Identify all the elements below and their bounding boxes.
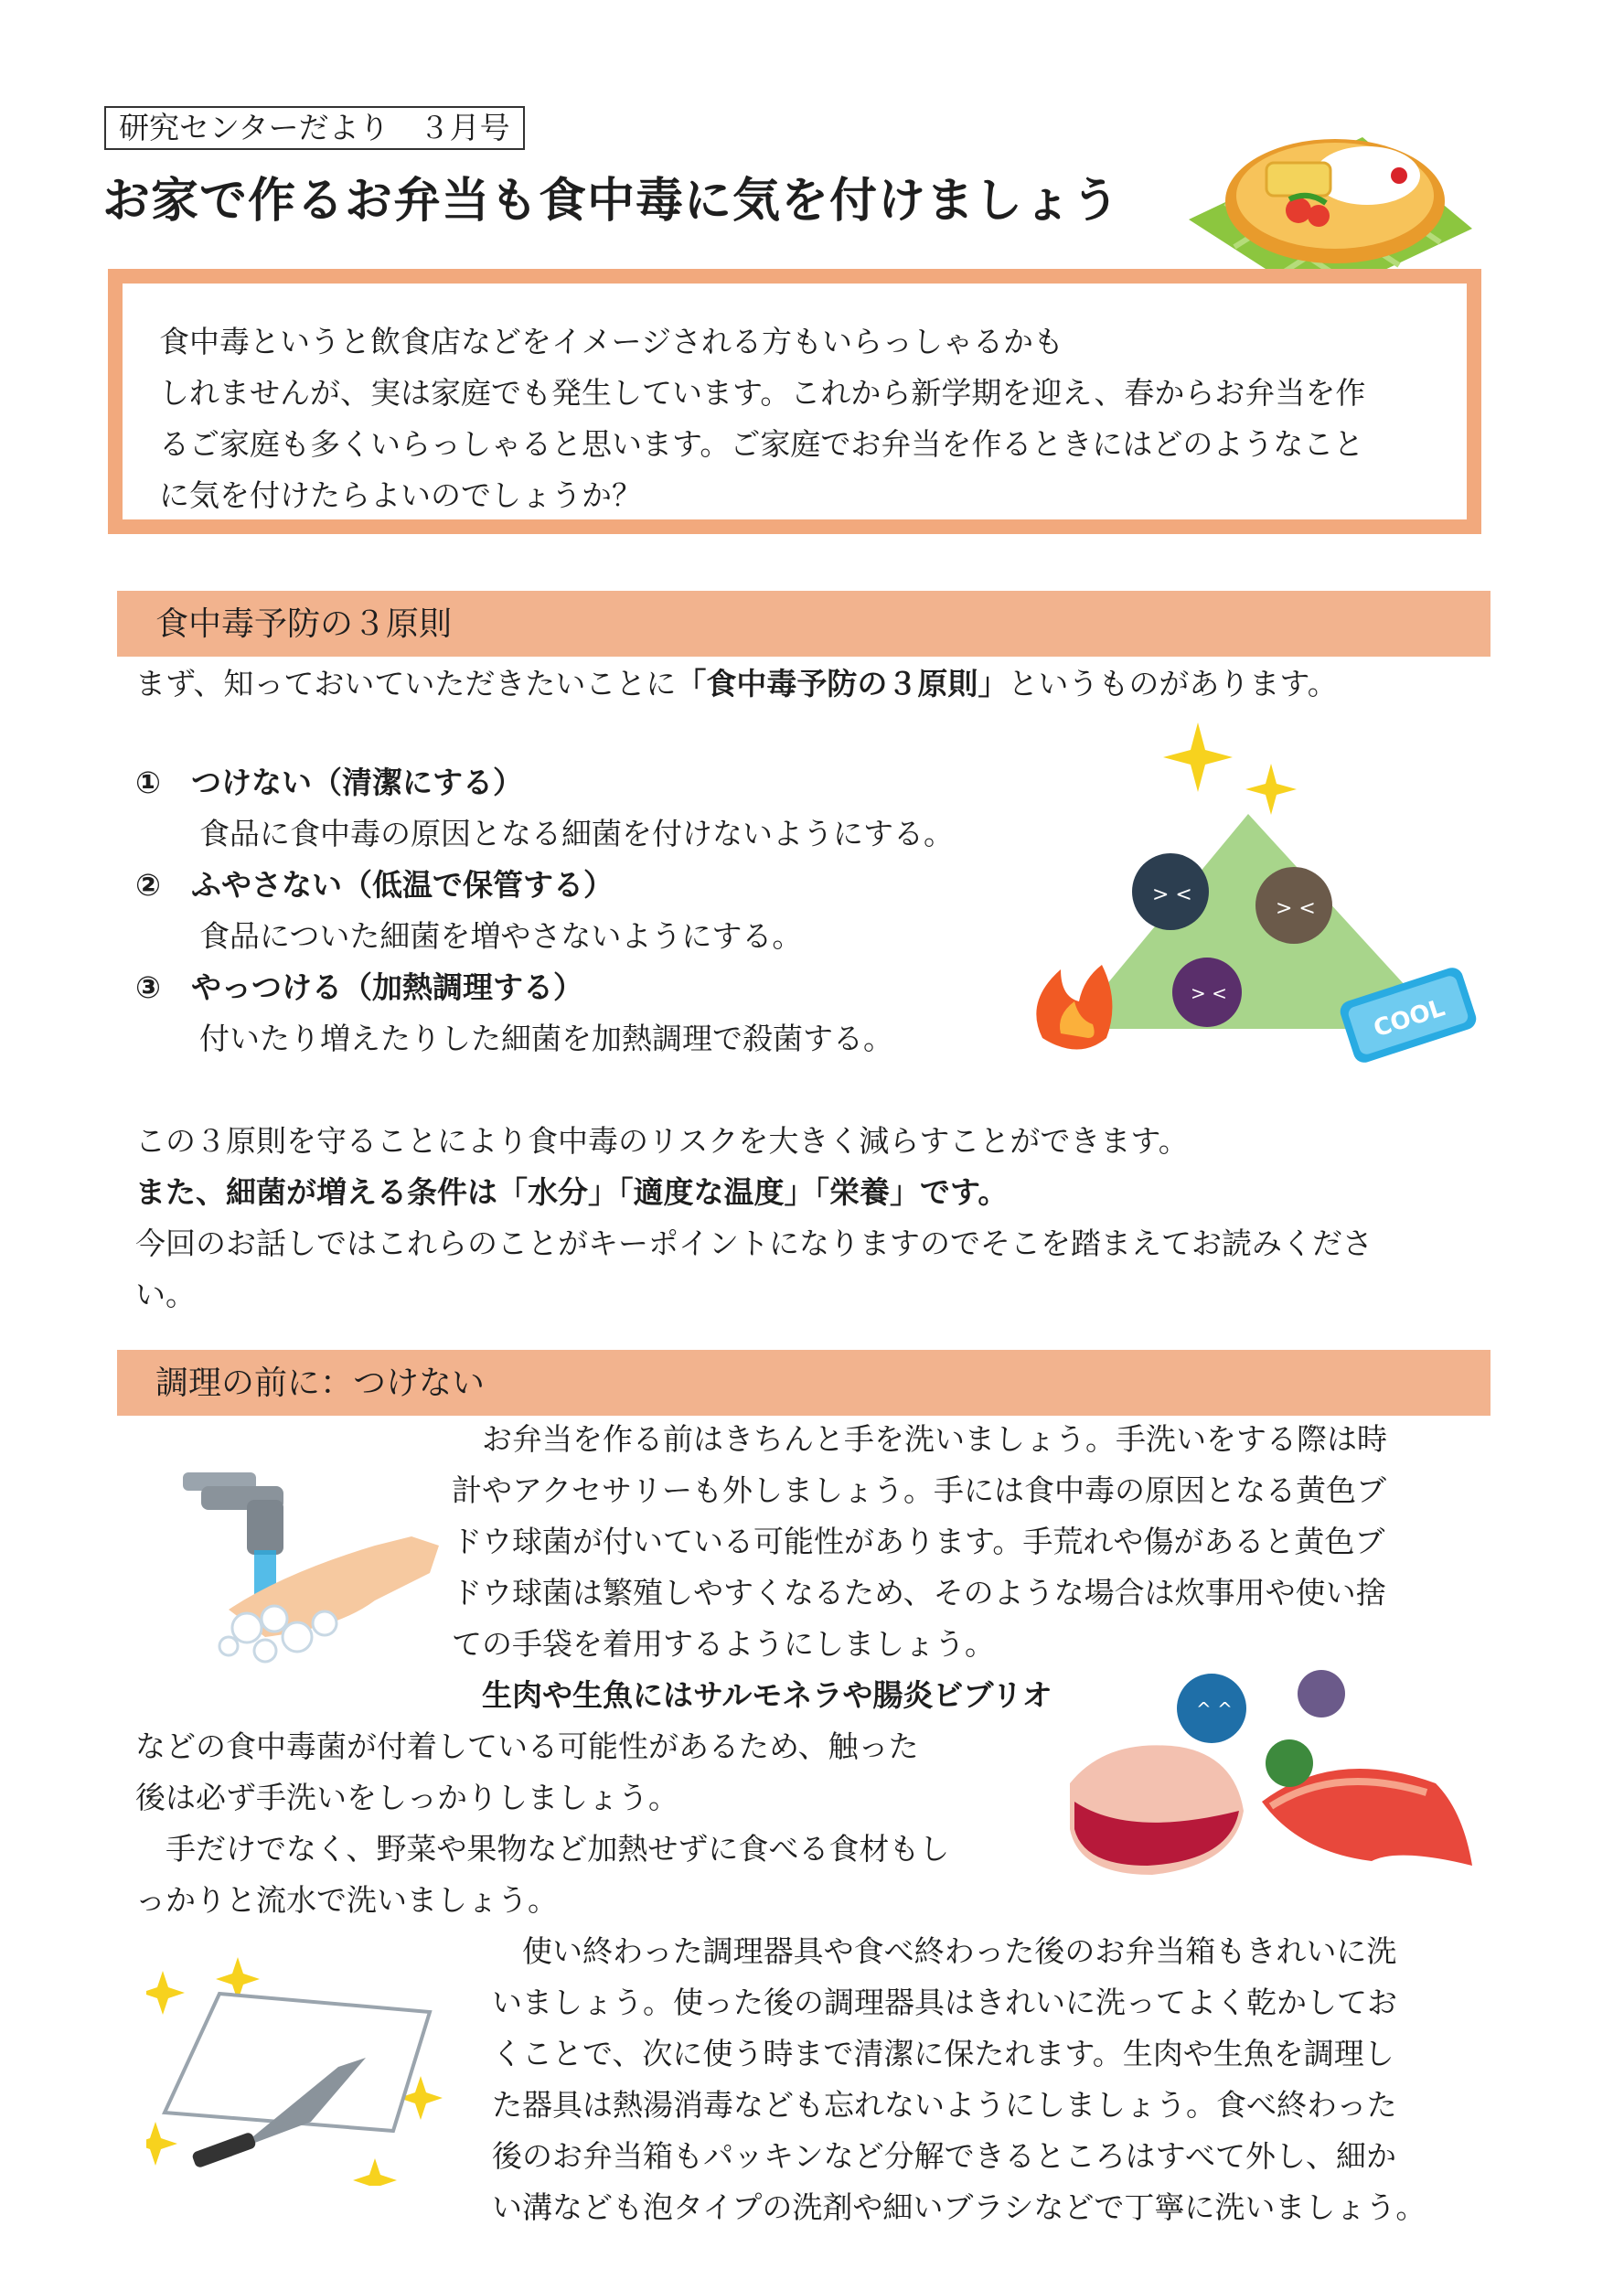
utensils-line-6: い溝なども泡タイプの洗剤や細いブラシなどで丁寧に洗いましょう。 — [492, 2189, 1426, 2225]
raw-meat-line-1: 生肉や生魚にはサルモネラや腸炎ビブリオ — [452, 1677, 1052, 1713]
newsletter-tag: 研究センターだより ３月号 — [104, 106, 525, 150]
text: お弁当を作る前はきちんと手を洗いましょう。手洗いをする際は時 — [452, 1421, 1387, 1457]
intro-line: に気を付けたらよいのでしょうか？ — [159, 477, 642, 513]
closing-line-1: この３原則を守ることにより食中毒のリスクを大きく減らすことができます。 — [135, 1123, 1189, 1159]
principle-3-desc: 付いたり増えたりした細菌を加熱調理で殺菌する。 — [199, 1021, 893, 1056]
raw-meat-line-2: などの食中毒菌が付着している可能性があるため、触った — [135, 1728, 919, 1764]
wash-hands-line-1 — [452, 1414, 1387, 1465]
section-heading-principles: 食中毒予防の３原則 — [117, 591, 1490, 657]
closing-line-4: い。 — [135, 1277, 196, 1312]
principle-1-desc: 食品に食中毒の原因となる細菌を付けないようにする。 — [199, 816, 954, 851]
utensils-line-4: た器具は熱湯消毒なども忘れないようにしましょう。食べ終わった — [492, 2087, 1397, 2123]
principle-1-title: ① つけない（清潔にする） — [135, 765, 523, 800]
wash-hands-line-4: ドウ球菌は繁殖しやすくなるため、そのような場合は炊事用や使い捨 — [452, 1575, 1386, 1610]
lead-text: まず、知っておいていただきたいことに — [135, 666, 677, 701]
closing-line-2: また、細菌が増える条件は「水分」「適度な温度」「栄養」です。 — [135, 1174, 1009, 1210]
lead-text-end: というものがあります。 — [1008, 666, 1338, 701]
principle-2-desc: 食品についた細菌を増やさないようにする。 — [199, 918, 803, 954]
cutting-board-knife-icon — [146, 1939, 457, 2186]
principle-2-title: ② ふやさない（低温で保管する） — [135, 867, 614, 903]
wash-hands-line-5: ての手袋を着用するようにしましょう。 — [452, 1626, 995, 1662]
wash-hands-line-2: 計やアクセサリーも外しましょう。手には食中毒の原因となる黄色ブ — [452, 1472, 1387, 1508]
raw-meat-fish-icon — [1052, 1646, 1481, 1902]
page-title: お家で作るお弁当も食中毒に気を付けましょう — [102, 174, 1121, 229]
cool-label: COOL — [1370, 994, 1448, 1043]
hand-washing-icon — [174, 1445, 448, 1692]
wash-hands-line-3: ドウ球菌が付いている可能性があります。手荒れや傷があると黄色ブ — [452, 1524, 1385, 1559]
section-heading-before-cooking: 調理の前に：つけない — [117, 1350, 1490, 1416]
intro-line: 食中毒というと飲食店などをイメージされる方もいらっしゃるかも — [159, 324, 1064, 359]
intro-line: るご家庭も多くいらっしゃると思います。ご家庭でお弁当を作るときにはどのようなこと — [159, 426, 1364, 462]
produce-line-1: 手だけでなく、野菜や果物など加熱せずに食べる食材もし — [135, 1831, 950, 1867]
utensils-line-5: 後のお弁当箱もパッキンなど分解できるところはすべて外し、細か — [492, 2138, 1397, 2174]
utensils-line-3: くことで、次に使う時まで清潔に保たれます。生肉や生魚を調理し — [492, 2036, 1394, 2071]
principles-lead — [135, 658, 1338, 710]
produce-line-2: っかりと流水で洗いましょう。 — [135, 1882, 558, 1918]
principle-3-title: ③ やっつける（加熱調理する） — [135, 969, 583, 1005]
utensils-line-1: 使い終わった調理器具や食べ終わった後のお弁当箱もきれいに洗 — [492, 1933, 1397, 1969]
utensils-line-2: いましょう。使った後の調理器具はきれいに洗ってよく乾かしてお — [492, 1985, 1397, 2020]
germ-pyramid-icon — [1015, 713, 1490, 1079]
svg-text:^ ^: ^ ^ — [1196, 1698, 1233, 1720]
closing-line-3: 今回のお話しではこれらのことがキーポイントになりますのでそこを踏まえてお読みくださ — [135, 1225, 1373, 1261]
intro-line: しれませんが、実は家庭でも発生しています。これから新学期を迎え、春からお弁当を作 — [159, 375, 1366, 411]
raw-meat-line-3: 後は必ず手洗いをしっかりしましょう。 — [135, 1780, 678, 1815]
intro-box — [108, 269, 1481, 534]
svg-text:> <: > < — [1276, 897, 1316, 920]
svg-text:> <: > < — [1191, 982, 1227, 1004]
lead-emphasis: 「食中毒予防の３原則」 — [676, 666, 1009, 701]
svg-text:> <: > < — [1152, 883, 1192, 906]
